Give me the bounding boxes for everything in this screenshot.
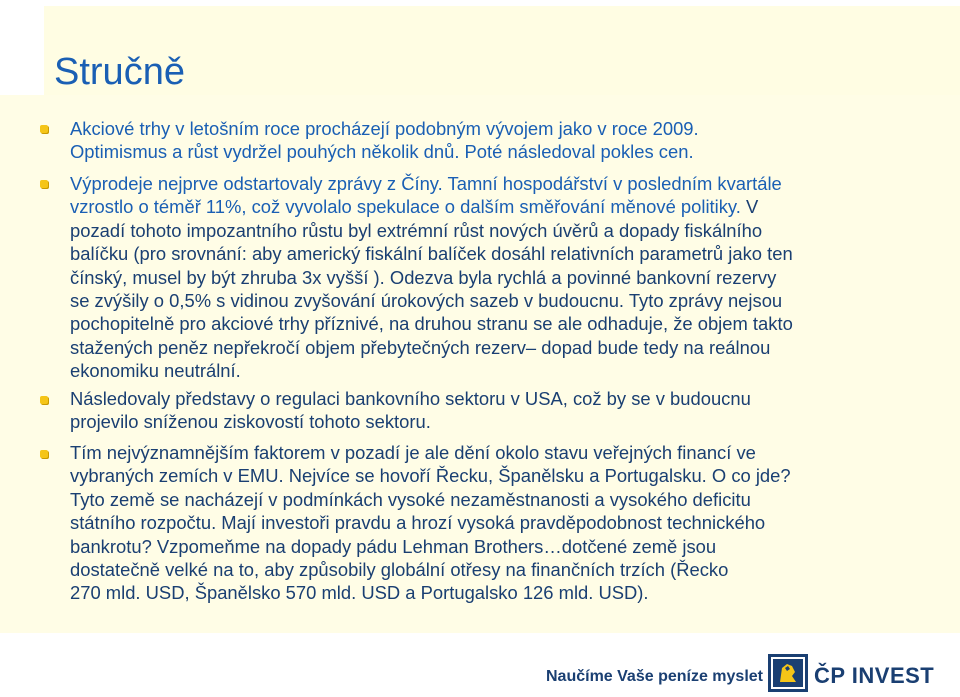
paragraph-3 [70,387,920,434]
paragraph-line: dostatečně velké na to, aby způsobily globální otřesy na finančních trzích (Řecko [70,559,729,581]
paragraph-line: státního rozpočtu. Mají investoři pravdu a hrozí vysoká pravděpodobnost technického [70,512,766,534]
paragraph-line: stažených peněz nepřekročí objem přebytečných rezerv– dopad bude tedy na reálnou [70,336,771,358]
paragraph-line: Následovaly představy o regulaci bankovního sektoru v USA, což by se v budoucnu [70,388,751,409]
paragraph-line: Tyto země se nacházejí v podmínkách vysoké nezaměstnanosti a vysokého deficitu [70,488,751,510]
paragraph-line: balíčku (pro srovnání: aby americký fiskální balíček dosáhl relativních parametrů jako ten [70,243,793,265]
paragraph-1 [70,117,920,164]
cp-invest-lion-logo-icon [768,654,808,692]
paragraph-line: pozadí tohoto impozantního růstu byl extrémní růst nových úvěrů a dopady fiskálního [70,219,763,241]
paragraph-line: pochopitelně pro akciové trhy příznivé, na druhou stranu se ale odhaduje, že objem takto [70,313,793,335]
footer-motto: Naučíme Vaše peníze myslet [546,668,763,685]
paragraph-line: Akciové trhy v letošním roce procházejí podobným vývojem jako v roce 2009. [70,118,699,139]
paragraph-line: se zvýšily o 0,5% s vidinou zvyšování úrokových sazeb v budoucnu. Tyto zprávy nejsou [70,290,783,312]
bullet-icon [40,396,50,406]
paragraph-4 [70,441,920,605]
paragraph-line: Výprodeje nejprve odstartovaly zprávy z Číny. Tamní hospodářství v posledním kvartále [70,173,782,194]
paragraph-line: bankrotu? Vzpomeňme na dopady pádu Lehman Brothers…dotčené země jsou [70,535,717,557]
paragraph-line: vybraných zemích v EMU. Nejvíce se hovoří Řecku, Španělsku a Portugalsku. O co jde? [70,465,791,487]
paragraph-line: Optimismus a růst vydržel pouhých několik dnů. Poté následoval pokles cen. [70,141,694,163]
bullet-icon [40,180,50,190]
paragraph-line: čínský, musel by být zhruba 3x vyšší ). Odezva byla rychlá a povinné bankovní rezervy [70,266,777,288]
paragraph-line: 270 mld. USD, Španělsko 570 mld. USD a Portugalsko 126 mld. USD). [70,582,649,604]
paragraph-line: ekonomiku neutrální. [70,360,241,382]
paragraph-2 [70,172,920,383]
bullet-icon [40,125,50,135]
bullet-icon [40,450,50,460]
paragraph-line: V [746,196,759,218]
footer-brand: ČP INVEST [814,663,935,688]
paragraph-line: Tím nejvýznamnějším faktorem v pozadí je ale dění okolo stavu veřejných financí ve [70,442,756,463]
slide-title: Stručně [54,51,185,93]
paragraph-line: projevilo sníženou ziskovostí tohoto sektoru. [70,411,431,433]
paragraph-line: vzrostlo o téměř 11%, což vyvolalo spekulace o dalším směřování měnové politiky. [70,196,741,218]
